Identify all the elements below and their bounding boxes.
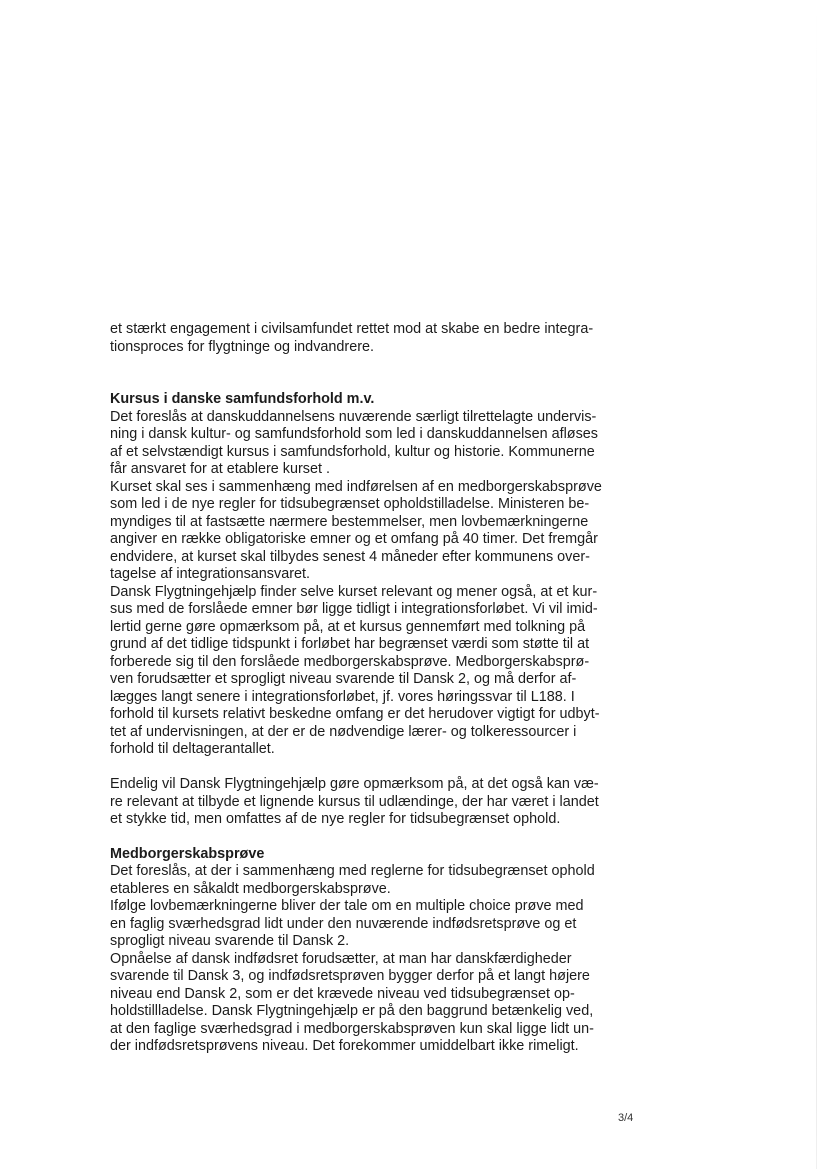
text-line: Ifølge lovbemærkningerne bliver der tale om en multiple choice prøve med (110, 898, 584, 914)
section-heading-medborgerskabsprove: Medborgerskabsprøve (110, 845, 265, 862)
section-medborgerskabsprove (110, 846, 630, 1056)
text-line: der indfødsretsprøvens niveau. Det forekommer umiddelbart ikke rimeligt. (110, 1038, 579, 1054)
text-line: en faglig sværhedsgrad lidt under den nuværende indfødsretsprøve og et (110, 915, 577, 932)
text-line: forhold til deltagerantallet. (110, 741, 275, 757)
text-line: Det foreslås at danskuddannelsens nuværende særligt tilrettelagte undervis- (110, 408, 597, 425)
text-line: tet af undervisningen, at der er de nødvendige lærer- og tolkeressourcer i (110, 723, 577, 740)
text-line: Endelig vil Dansk Flygtningehjælp gøre opmærksom på, at det også kan væ- (110, 776, 599, 792)
text-line: ning i dansk kultur- og samfundsforhold som led i danskuddannelsen afløses (110, 426, 598, 442)
text-line: tionsproces for flygtninge og indvandrere. (110, 338, 374, 355)
section-kursus (110, 391, 630, 829)
text-line: et stykke tid, men omfattes af de nye regler for tidsubegrænset ophold. (110, 811, 561, 827)
text-line: Det foreslås, at der i sammenhæng med reglerne for tidsubegrænset ophold (110, 863, 595, 879)
text-line: holdstillladelse. Dansk Flygtningehjælp er på den baggrund betænkelig ved, (110, 1003, 594, 1019)
text-line: at den faglige sværhedsgrad i medborgerskabsprøven kun skal ligge lidt un- (110, 1020, 594, 1037)
text-line: sus med de forslåede emner bør ligge tidligt i integrationsforløbet. Vi vil imid- (110, 601, 598, 617)
section-heading-kursus: Kursus i danske samfundsforhold m.v. (110, 391, 375, 407)
text-line: svarende til Dansk 3, og indfødsretsprøven bygger derfor på et langt højere (110, 968, 590, 984)
text-line: forberede sig til den forslåede medborgerskabsprøve. Medborgerskabsprø- (110, 653, 590, 670)
text-line: etableres en såkaldt medborgerskabsprøve. (110, 880, 391, 897)
text-line: lægges langt senere i integrationsforløbet, jf. vores høringssvar til L188. I (110, 688, 575, 705)
text-line: ven forudsætter et sprogligt niveau svarende til Dansk 2, og må derfor af- (110, 671, 577, 687)
text-line: Kurset skal ses i sammenhæng med indførelsen af en medborgerskabsprøve (110, 478, 602, 495)
text-line: som led i de nye regler for tidsubegrænset opholdstilladelse. Ministeren be- (110, 496, 590, 512)
text-line: forhold til kursets relativt beskedne omfang er det herudover vigtigt for udbyt- (110, 706, 600, 722)
scan-edge-line (816, 0, 817, 1169)
page-number: 3/4 (618, 1112, 634, 1124)
text-line: tagelse af integrationsansvaret. (110, 566, 310, 582)
text-line: myndiges til at fastsætte nærmere bestemmelser, men lovbemærkningerne (110, 513, 589, 530)
text-line: lertid gerne gøre opmærksom på, at et kursus gennemført med tolkning på (110, 618, 586, 635)
document-body (110, 321, 630, 1056)
intro-paragraph (110, 321, 630, 356)
text-line: Opnåelse af dansk indfødsret forudsætter, at man har danskfærdigheder (110, 950, 572, 967)
text-line: et stærkt engagement i civilsamfundet rettet mod at skabe en bedre integra- (110, 321, 594, 337)
text-line: endvidere, at kurset skal tilbydes senest 4 måneder efter kommunens over- (110, 548, 590, 565)
text-line: af et selvstændigt kursus i samfundsforhold, kultur og historie. Kommunerne (110, 443, 595, 460)
text-line: sprogligt niveau svarende til Dansk 2. (110, 933, 350, 949)
text-line: Dansk Flygtningehjælp finder selve kurset relevant og mener også, at et kur- (110, 583, 598, 600)
text-line: grund af det tidlige tidspunkt i forløbet har begrænset værdi som støtte til at (110, 636, 590, 652)
text-line: niveau end Dansk 2, som er det krævede niveau ved tidsubegrænset op- (110, 985, 575, 1002)
text-line: får ansvaret for at etablere kurset . (110, 461, 330, 477)
text-line: angiver en række obligatoriske emner og et omfang på 40 timer. Det fremgår (110, 531, 598, 547)
text-line: re relevant at tilbyde et lignende kursus til udlændinge, der har været i landet (110, 793, 599, 810)
